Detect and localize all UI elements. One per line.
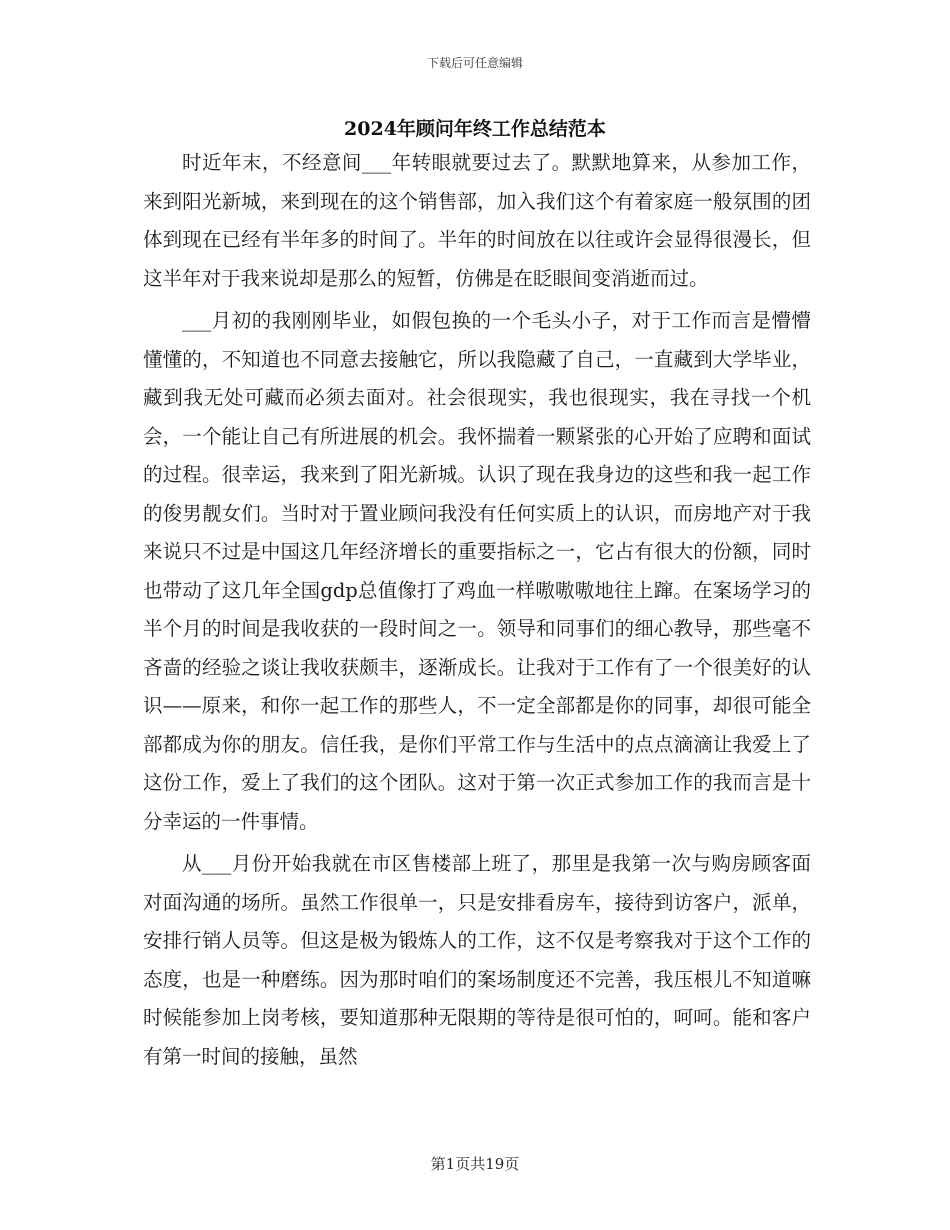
document-title: 2024年顾问年终工作总结范本 bbox=[344, 118, 606, 140]
document-body bbox=[143, 144, 811, 1080]
page-number: 第1页共19页 bbox=[430, 1155, 520, 1173]
paragraph: 从___月份开始我就在市区售楼部上班了，那里是我第一次与购房顾客面对面沟通的场所。虽然工作很单一，只是安排看房车，接待到访客户，派单，安排行销人员等。但这是极为锻炼人的工作，这不仅是考察我对于这个工作的态度，也是一种磨练。因为那时咱们的案场制度还不完善，我压根儿不知道嘛时候能参加上岗考核，要知道那种无限期的等待是很可怕的，呵呵。能和客户有第一时间的接触，虽然 bbox=[143, 852, 811, 1068]
paragraph: ___月初的我刚刚毕业，如假包换的一个毛头小子，对于工作而言是懵懵懂懂的，不知道也不同意去接触它，所以我隐藏了自己，一直藏到大学毕业，藏到我无处可藏而必须去面对。社会很现实，我也很现实，我在寻找一个机会，一个能让自己有所进展的机会。我怀揣着一颗紧张的心开始了应聘和面试的过程。很幸运，我来到了阳光新城。认识了现在我身边的这些和我一起工作的俊男靓女们。当时对于置业顾问我没有任何实质上的认识，而房地产对于我来说只不过是中国这几年经济增长的重要指标之一，它占有很大的份额，同时也带动了这几年全国gdp总值像打了鸡血一样嗷嗷嗷地往上蹿。在案场学习的半个月的时间是我收获的一段时间之一。领导和同事们的细心教导，那些毫不吝啬的经验之谈让我收获颇丰，逐渐成长。让我对于工作有了一个很美好的认识——原来，和你一起工作的那些人，不一定全部都是你的同事，却很可能全部都成为你的朋友。信任我，是你们平常工作与生活中的点点滴滴让我爱上了这份工作，爱上了我们的这个团队。这对于第一次正式参加工作的我而言是十分幸运的一件事情。 bbox=[143, 309, 811, 833]
paragraph: 时近年末，不经意间___年转眼就要过去了。默默地算来，从参加工作，来到阳光新城，来到现在的这个销售部，加入我们这个有着家庭一般氛围的团体到现在已经有半年多的时间了。半年的时间放在以往或许会显得很漫长，但这半年对于我来说却是那么的短暂，仿佛是在眨眼间变消逝而过。 bbox=[143, 151, 811, 290]
header-note: 下载后可任意编辑 bbox=[426, 56, 523, 70]
